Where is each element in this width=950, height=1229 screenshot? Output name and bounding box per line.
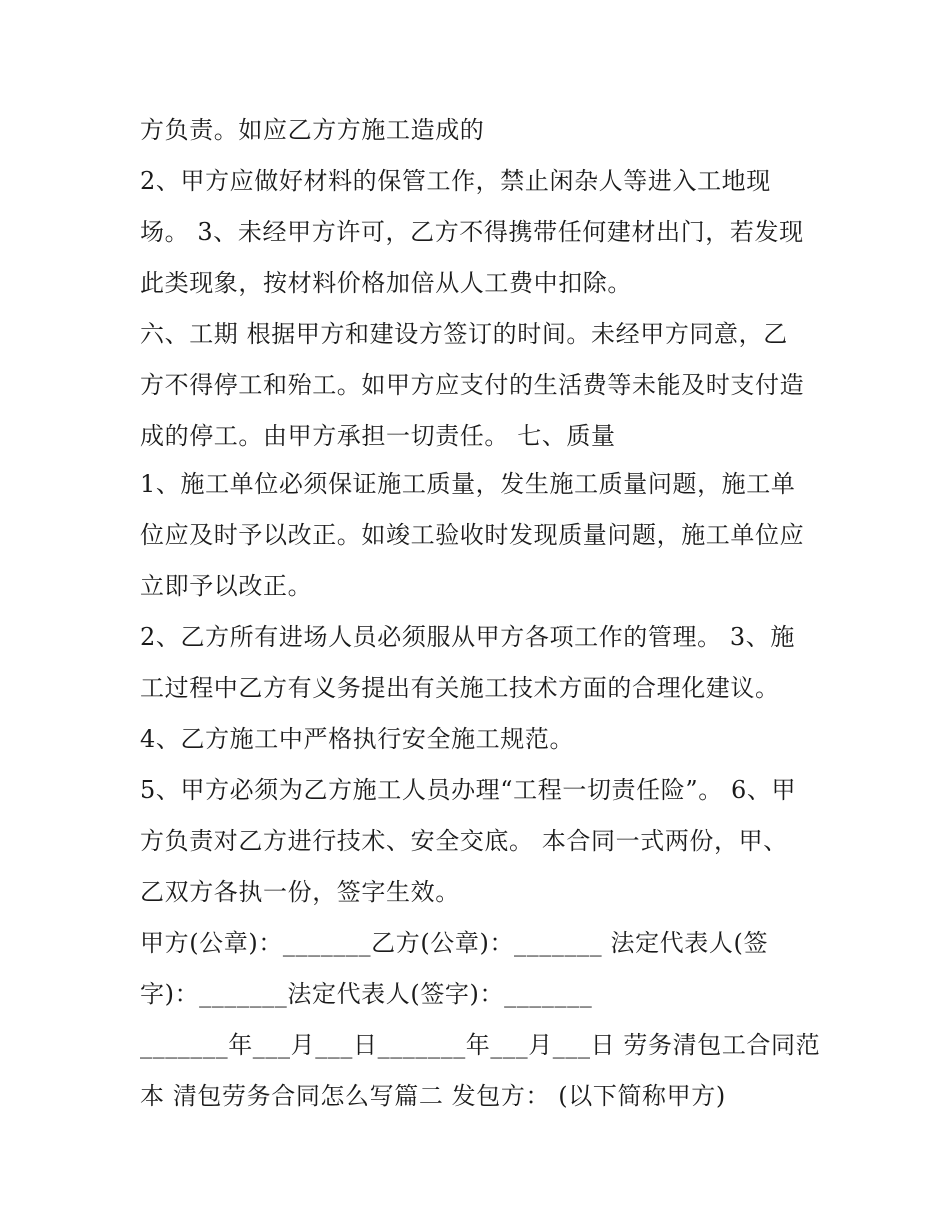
text-line: 乙双方各执一份，签字生效。 xyxy=(140,878,460,906)
text-line: 此类现象，按材料价格加倍从人工费中扣除。 xyxy=(140,269,632,297)
text-line: 场。 3、未经甲方许可，乙方不得携带任何建材出门，若发现 xyxy=(140,218,804,246)
text-line: 方不得停工和殆工。如甲方应支付的生活费等未能及时支付造 xyxy=(140,371,805,399)
text-line: 甲方(公章)：_______乙方(公章)：_______ 法定代表人(签 xyxy=(140,929,769,957)
text-line: 4、乙方施工中严格执行安全施工规范。 xyxy=(140,725,575,753)
text-line: _______年___月___日_______年___月___日 劳务清包工合同范 xyxy=(140,1031,821,1059)
text-line: 本 清包劳务合同怎么写篇二 发包方： (以下简称甲方) xyxy=(140,1082,726,1110)
text-line: 字)：_______法定代表人(签字)：_______ xyxy=(140,980,593,1008)
text-line: 方负责。如应乙方方施工造成的 xyxy=(140,116,485,144)
text-line: 六、工期 根据甲方和建设方签订的时间。未经甲方同意，乙 xyxy=(140,320,788,348)
text-line: 1、施工单位必须保证施工质量，发生施工质量问题，施工单 xyxy=(140,470,796,498)
text-line: 2、乙方所有进场人员必须服从甲方各项工作的管理。 3、施 xyxy=(140,623,795,651)
text-line: 成的停工。由甲方承担一切责任。 七、质量 xyxy=(140,422,616,450)
text-line: 2、甲方应做好材料的保管工作，禁止闲杂人等进入工地现 xyxy=(140,167,771,195)
text-line: 方负责对乙方进行技术、安全交底。 本合同一式两份，甲、 xyxy=(140,827,788,855)
text-line: 工过程中乙方有义务提出有关施工技术方面的合理化建议。 xyxy=(140,674,780,702)
text-line: 位应及时予以改正。如竣工验收时发现质量问题，施工单位应 xyxy=(140,521,805,549)
text-line: 立即予以改正。 xyxy=(140,572,313,600)
text-line: 5、甲方必须为乙方施工人员办理“工程一切责任险”。 6、甲 xyxy=(140,776,797,804)
